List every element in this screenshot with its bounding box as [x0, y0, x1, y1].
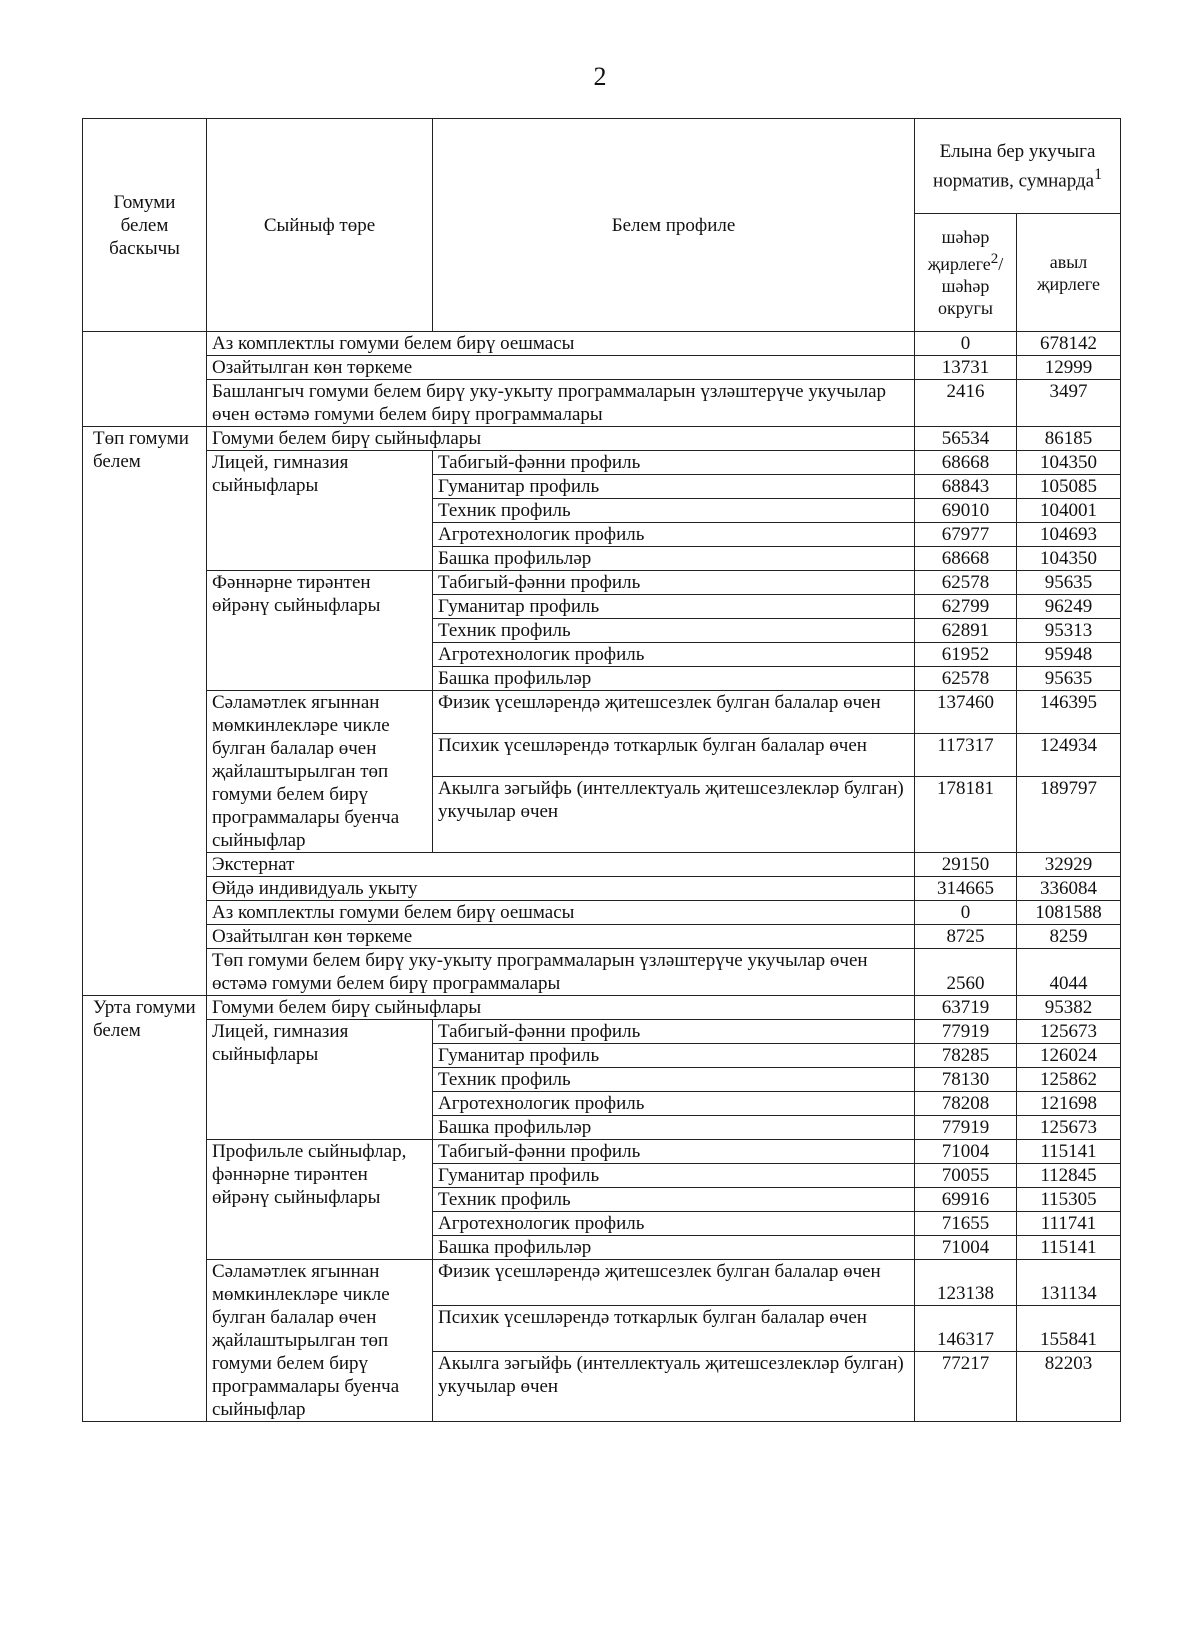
rural-value: 8259 — [1017, 925, 1121, 949]
profile-label: Агротехнологик профиль — [433, 1092, 915, 1116]
urban-value: 13731 — [915, 356, 1017, 380]
header-norm: Елына бер укучыга норматив, сумнарда$^1$ — [915, 119, 1121, 214]
row-label: Башлангыч гомуми белем бирү уку-укыту программаларын үзләштерүче укучылар өчен өстәмә гомуми белем бирү программалары — [207, 380, 915, 427]
rural-value: 111741 — [1017, 1212, 1121, 1236]
rural-value: 12999 — [1017, 356, 1121, 380]
urban-value: 68668 — [915, 451, 1017, 475]
profile-label: Акылга зәгыйфь (интеллектуаль җитешсезлекләр булган) укучылар өчен — [433, 777, 915, 853]
group-special-needs: Сәламәтлек ягыннан мөмкинлекләре чикле булган балалар өчен җайлаштырылган төп гомуми белем бирү программалары буенча сыйныфлар — [207, 1260, 433, 1422]
urban-value: 8725 — [915, 925, 1017, 949]
table-row — [83, 1260, 1121, 1306]
rural-value: 121698 — [1017, 1092, 1121, 1116]
urban-value: 78208 — [915, 1092, 1017, 1116]
profile-label: Агротехнологик профиль — [433, 643, 915, 667]
urban-value: 2416 — [915, 380, 1017, 427]
table-row — [83, 691, 1121, 734]
urban-value: 62578 — [915, 571, 1017, 595]
profile-label: Табигый-фәнни профиль — [433, 1020, 915, 1044]
rural-value: 95635 — [1017, 667, 1121, 691]
table-row — [83, 451, 1121, 475]
table-row — [83, 901, 1121, 925]
rural-value: 95635 — [1017, 571, 1121, 595]
profile-label: Агротехнологик профиль — [433, 1212, 915, 1236]
urban-value: 68668 — [915, 547, 1017, 571]
rural-value: 95382 — [1017, 996, 1121, 1020]
level-secondary: Урта гомуми белем — [83, 996, 207, 1422]
urban-value: 69010 — [915, 499, 1017, 523]
urban-value: 146317 — [915, 1306, 1017, 1352]
header-urban: шәһәр җирлеге$^2$/ шәһәр округы — [915, 214, 1017, 332]
urban-value: 123138 — [915, 1260, 1017, 1306]
urban-value: 0 — [915, 901, 1017, 925]
page-number: 2 — [593, 62, 607, 91]
profile-label: Башка профильләр — [433, 547, 915, 571]
profile-label: Техник профиль — [433, 1068, 915, 1092]
profile-label: Техник профиль — [433, 1188, 915, 1212]
rural-value: 32929 — [1017, 853, 1121, 877]
profile-label: Табигый-фәнни профиль — [433, 451, 915, 475]
table-row — [83, 571, 1121, 595]
rural-value: 115305 — [1017, 1188, 1121, 1212]
table-row — [83, 877, 1121, 901]
norm-table — [82, 118, 1121, 1422]
table-row — [83, 949, 1121, 996]
profile-label: Физик үсешләрендә җитешсезлек булган балалар өчен — [433, 1260, 915, 1306]
urban-value: 56534 — [915, 427, 1017, 451]
rural-value: 104001 — [1017, 499, 1121, 523]
profile-label: Башка профильләр — [433, 1236, 915, 1260]
profile-label: Техник профиль — [433, 619, 915, 643]
table-row — [83, 332, 1121, 356]
row-label: Экстернат — [207, 853, 915, 877]
table-row — [83, 1020, 1121, 1044]
header-rural: авыл җирлеге — [1017, 214, 1121, 332]
row-label: Озайтылган көн төркеме — [207, 925, 915, 949]
urban-value: 78285 — [915, 1044, 1017, 1068]
profile-label: Гуманитар профиль — [433, 475, 915, 499]
table-row — [83, 356, 1121, 380]
rural-value: 146395 — [1017, 691, 1121, 734]
urban-value: 77919 — [915, 1020, 1017, 1044]
profile-label: Агротехнологик профиль — [433, 523, 915, 547]
urban-value: 62799 — [915, 595, 1017, 619]
rural-value: 131134 — [1017, 1260, 1121, 1306]
rural-value: 189797 — [1017, 777, 1121, 853]
row-label: Гомуми белем бирү сыйныфлары — [207, 427, 915, 451]
rural-value: 4044 — [1017, 949, 1121, 996]
profile-label: Гуманитар профиль — [433, 1044, 915, 1068]
table-row — [83, 380, 1121, 427]
rural-value: 125673 — [1017, 1020, 1121, 1044]
urban-value: 62578 — [915, 667, 1017, 691]
urban-value: 61952 — [915, 643, 1017, 667]
level-cell-empty — [83, 332, 207, 427]
profile-label: Физик үсешләрендә җитешсезлек булган балалар өчен — [433, 691, 915, 734]
rural-value: 124934 — [1017, 734, 1121, 777]
row-label: Аз комплектлы гомуми белем бирү оешмасы — [207, 901, 915, 925]
norm-table-container — [82, 118, 1121, 1422]
rural-value: 104693 — [1017, 523, 1121, 547]
profile-label: Психик үсешләрендә тоткарлык булган балалар өчен — [433, 734, 915, 777]
urban-value: 68843 — [915, 475, 1017, 499]
header-level: Гомуми белем баскычы — [83, 119, 207, 332]
profile-label: Гуманитар профиль — [433, 1164, 915, 1188]
rural-value: 125673 — [1017, 1116, 1121, 1140]
row-label: Аз комплектлы гомуми белем бирү оешмасы — [207, 332, 915, 356]
urban-value: 0 — [915, 332, 1017, 356]
urban-value: 314665 — [915, 877, 1017, 901]
urban-value: 137460 — [915, 691, 1017, 734]
rural-value: 115141 — [1017, 1236, 1121, 1260]
urban-value: 77217 — [915, 1352, 1017, 1422]
urban-value: 117317 — [915, 734, 1017, 777]
profile-label: Табигый-фәнни профиль — [433, 1140, 915, 1164]
rural-value: 104350 — [1017, 451, 1121, 475]
urban-value: 69916 — [915, 1188, 1017, 1212]
rural-value: 126024 — [1017, 1044, 1121, 1068]
profile-label: Психик үсешләрендә тоткарлык булган балалар өчен — [433, 1306, 915, 1352]
row-label: Төп гомуми белем бирү уку-укыту программаларын үзләштерүче укучылар өчен өстәмә гомуми белем бирү программалары — [207, 949, 915, 996]
group-profile-classes: Профильле сыйныфлар, фәннәрне тирәнтен өйрәнү сыйныфлары — [207, 1140, 433, 1260]
rural-value: 336084 — [1017, 877, 1121, 901]
group-lyceum: Лицей, гимназия сыйныфлары — [207, 1020, 433, 1140]
rural-value: 3497 — [1017, 380, 1121, 427]
row-label: Гомуми белем бирү сыйныфлары — [207, 996, 915, 1020]
urban-value: 71004 — [915, 1140, 1017, 1164]
profile-label: Башка профильләр — [433, 1116, 915, 1140]
table-row — [83, 1140, 1121, 1164]
group-lyceum: Лицей, гимназия сыйныфлары — [207, 451, 433, 571]
rural-value: 678142 — [1017, 332, 1121, 356]
urban-value: 62891 — [915, 619, 1017, 643]
profile-label: Акылга зәгыйфь (интеллектуаль җитешсезлекләр булган) укучылар өчен — [433, 1352, 915, 1422]
rural-value: 1081588 — [1017, 901, 1121, 925]
profile-label: Башка профильләр — [433, 667, 915, 691]
rural-value: 112845 — [1017, 1164, 1121, 1188]
urban-value: 77919 — [915, 1116, 1017, 1140]
rural-value: 105085 — [1017, 475, 1121, 499]
header-class-type: Сыйныф төре — [207, 119, 433, 332]
profile-label: Гуманитар профиль — [433, 595, 915, 619]
header-profile: Белем профиле — [433, 119, 915, 332]
table-row — [83, 427, 1121, 451]
profile-label: Табигый-фәнни профиль — [433, 571, 915, 595]
rural-value: 96249 — [1017, 595, 1121, 619]
rural-value: 95313 — [1017, 619, 1121, 643]
urban-value: 29150 — [915, 853, 1017, 877]
level-basic: Төп гомуми белем — [83, 427, 207, 996]
rural-value: 86185 — [1017, 427, 1121, 451]
urban-value: 71004 — [915, 1236, 1017, 1260]
rural-value: 155841 — [1017, 1306, 1121, 1352]
table-row — [83, 853, 1121, 877]
urban-value: 67977 — [915, 523, 1017, 547]
table-row — [83, 996, 1121, 1020]
rural-value: 95948 — [1017, 643, 1121, 667]
row-label: Өйдә индивидуаль укыту — [207, 877, 915, 901]
rural-value: 125862 — [1017, 1068, 1121, 1092]
group-advanced: Фәннәрне тирәнтен өйрәнү сыйныфлары — [207, 571, 433, 691]
urban-value: 63719 — [915, 996, 1017, 1020]
row-label: Озайтылган көн төркеме — [207, 356, 915, 380]
urban-value: 178181 — [915, 777, 1017, 853]
urban-value: 78130 — [915, 1068, 1017, 1092]
urban-value: 71655 — [915, 1212, 1017, 1236]
table-row — [83, 925, 1121, 949]
urban-value: 70055 — [915, 1164, 1017, 1188]
rural-value: 82203 — [1017, 1352, 1121, 1422]
profile-label: Техник профиль — [433, 499, 915, 523]
group-special-needs: Сәламәтлек ягыннан мөмкинлекләре чикле булган балалар өчен җайлаштырылган төп гомуми белем бирү программалары буенча сыйныфлар — [207, 691, 433, 853]
urban-value: 2560 — [915, 949, 1017, 996]
rural-value: 115141 — [1017, 1140, 1121, 1164]
rural-value: 104350 — [1017, 547, 1121, 571]
